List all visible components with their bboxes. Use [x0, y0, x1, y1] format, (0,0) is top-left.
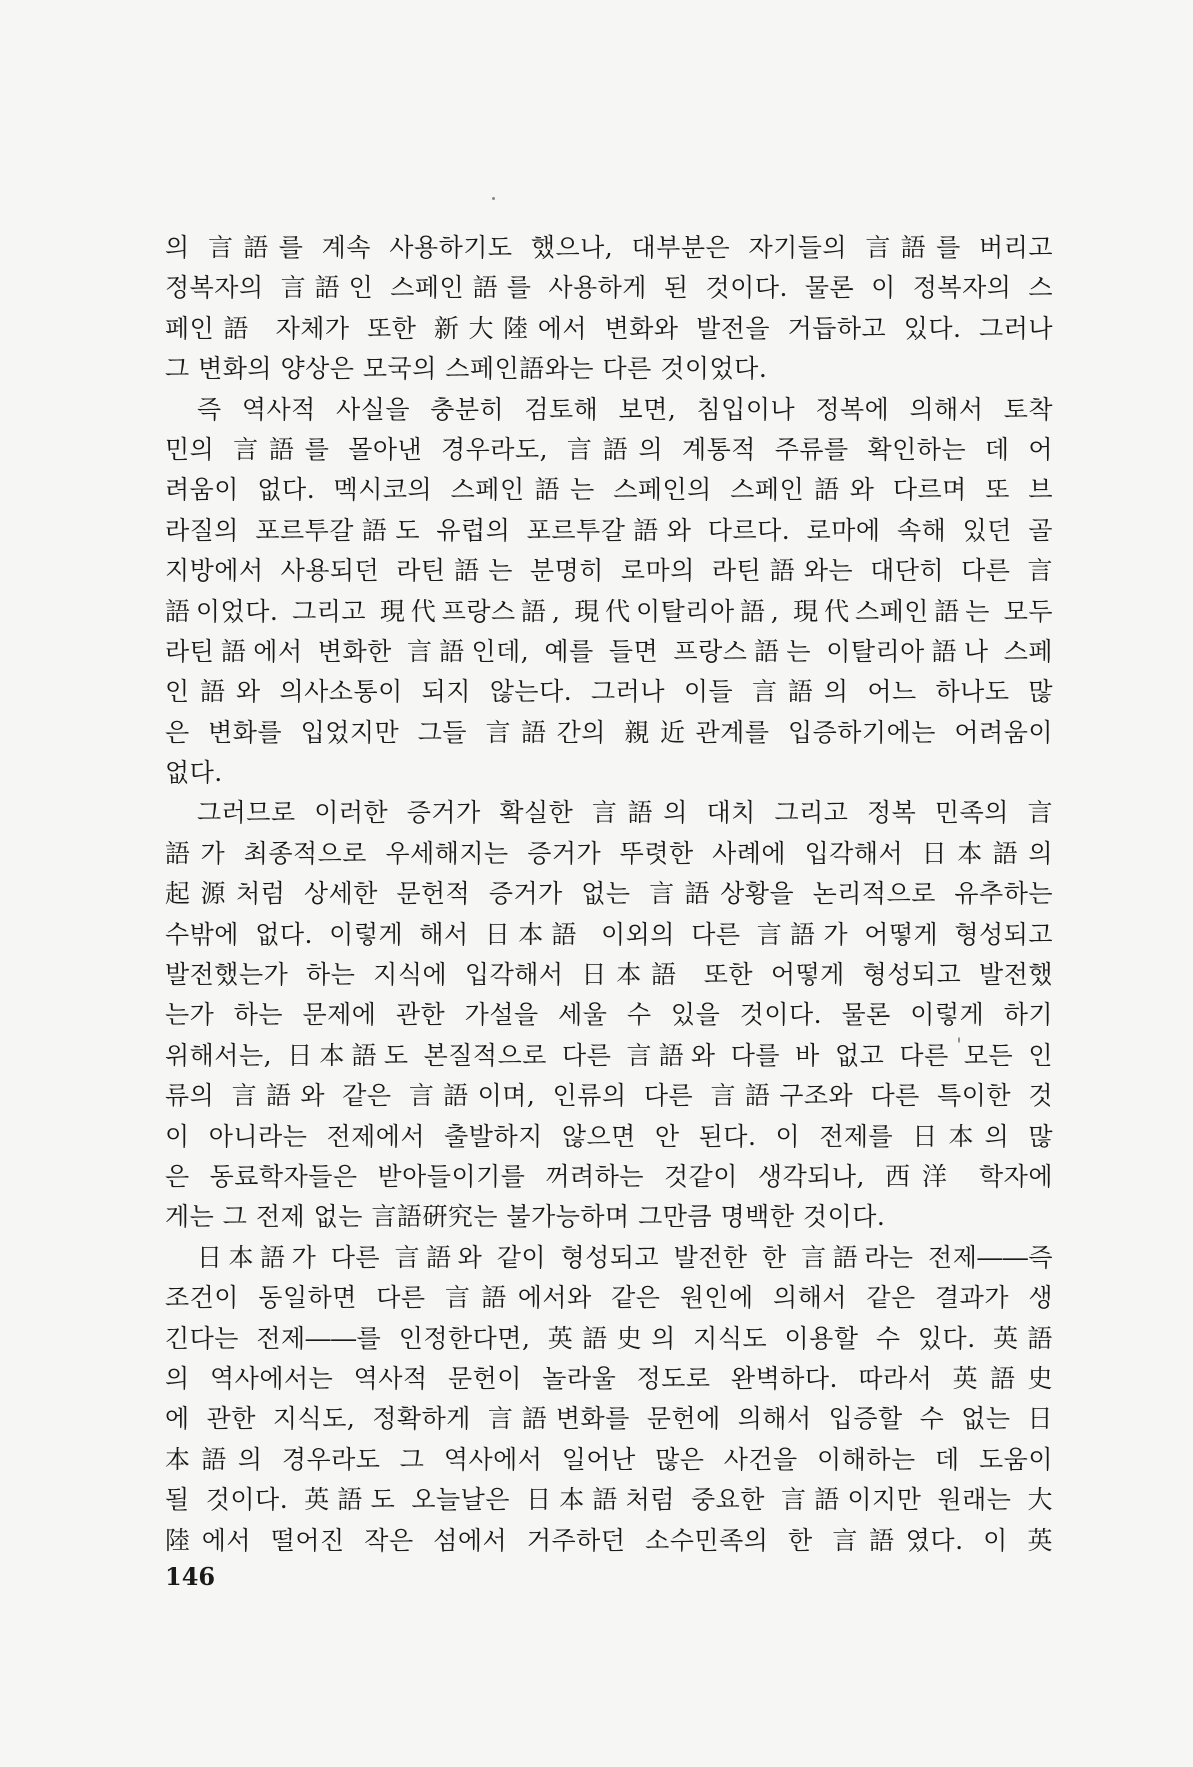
text-line: 은 변화를 입었지만 그들 言語간의 親近관계를 입증하기에는 어려움이 — [165, 717, 1053, 747]
text-line: 려움이 없다. 멕시코의 스페인語는 스페인의 스페인語와 다르며 또 브 — [165, 475, 1053, 505]
text-line: 없다. — [165, 758, 223, 788]
page-number: 146 — [165, 1562, 216, 1591]
text-line: 陸에서 떨어진 작은 섬에서 거주하던 소수민족의 한 言語였다. 이 英 — [165, 1525, 1053, 1555]
text-line: 지방에서 사용되던 라틴語는 분명히 로마의 라틴語와는 대단히 다른 言 — [165, 556, 1053, 586]
text-line: 는가 하는 문제에 관한 가설을 세울 수 있을 것이다. 물론 이렇게 하기 — [165, 1000, 1053, 1030]
text-line: 페인語 자체가 또한 新大陸에서 변화와 발전을 거듭하고 있다. 그러나 — [165, 313, 1053, 343]
text-line: 起源처럼 상세한 문헌적 증거가 없는 言語상황을 논리적으로 유추하는 — [165, 879, 1053, 909]
text-line: 될 것이다. 英語도 오늘날은 日本語처럼 중요한 言語이지만 원래는 大 — [165, 1485, 1053, 1515]
text-line: 의 역사에서는 역사적 문헌이 놀라울 정도로 완벽하다. 따라서 英語史 — [165, 1363, 1053, 1393]
text-line: 에 관한 지식도, 정확하게 言語변화를 문헌에 의해서 입증할 수 없는 日 — [165, 1404, 1053, 1434]
text-line: 위해서는, 日本語도 본질적으로 다른 言語와 다를 바 없고 다른 모든 인 — [165, 1040, 1053, 1070]
text-line: 의 言語를 계속 사용하기도 했으나, 대부분은 자기들의 言語를 버리고 — [165, 233, 1053, 262]
text-line: 本語의 경우라도 그 역사에서 일어난 많은 사건을 이해하는 데 도움이 — [165, 1444, 1053, 1474]
text-line: 그 변화의 양상은 모국의 스페인語와는 다른 것이었다. — [165, 354, 768, 384]
text-line: 라질의 포르투갈語도 유럽의 포르투갈語와 다르다. 로마에 속해 있던 골 — [165, 515, 1053, 545]
text-line: 은 동료학자들은 받아들이기를 꺼려하는 것같이 생각되나, 西洋 학자에 — [165, 1161, 1053, 1191]
text-line: 류의 言語와 같은 言語이며, 인류의 다른 言語구조와 다른 특이한 것 — [165, 1081, 1053, 1111]
text-line: 긴다는 전제――를 인정한다면, 英語史의 지식도 이용할 수 있다. 英語 — [165, 1323, 1053, 1353]
text-line: 민의 言語를 몰아낸 경우라도, 言語의 계통적 주류를 확인하는 데 어 — [165, 434, 1053, 464]
text-line: 語가 최종적으로 우세해지는 증거가 뚜렷한 사례에 입각해서 日本語의 — [165, 838, 1053, 868]
text-line: 게는 그 전제 없는 言語硏究는 불가능하며 그만큼 명백한 것이다. — [165, 1202, 886, 1232]
text-line: 즉 역사적 사실을 충분히 검토해 보면, 침입이나 정복에 의해서 토착 — [197, 394, 1053, 424]
text-line: 조건이 동일하면 다른 言語에서와 같은 원인에 의해서 같은 결과가 생 — [165, 1283, 1053, 1313]
text-line: 日本語가 다른 言語와 같이 형성되고 발전한 한 言語라는 전제――즉 — [197, 1242, 1053, 1272]
body-text — [165, 228, 1053, 1561]
text-line: 이 아니라는 전제에서 출발하지 않으면 안 된다. 이 전제를 日本의 많 — [165, 1121, 1053, 1151]
text-line: 발전했는가 하는 지식에 입각해서 日本語 또한 어떻게 형성되고 발전했 — [165, 960, 1053, 990]
text-line: 정복자의 言語인 스페인語를 사용하게 된 것이다. 물론 이 정복자의 스 — [165, 273, 1053, 303]
text-line: 인語와 의사소통이 되지 않는다. 그러나 이들 言語의 어느 하나도 많 — [165, 677, 1053, 707]
text-line: 그러므로 이러한 증거가 확실한 言語의 대치 그리고 정복 민족의 言 — [197, 798, 1053, 828]
print-speck — [492, 197, 495, 200]
text-line: 수밖에 없다. 이렇게 해서 日本語 이외의 다른 言語가 어떻게 형성되고 — [165, 919, 1053, 949]
text-line: 語이었다. 그리고 現代프랑스語, 現代이탈리아語, 現代스페인語는 모두 — [165, 596, 1053, 626]
text-line: 라틴語에서 변화한 言語인데, 예를 들면 프랑스語는 이탈리아語나 스페 — [165, 636, 1053, 666]
